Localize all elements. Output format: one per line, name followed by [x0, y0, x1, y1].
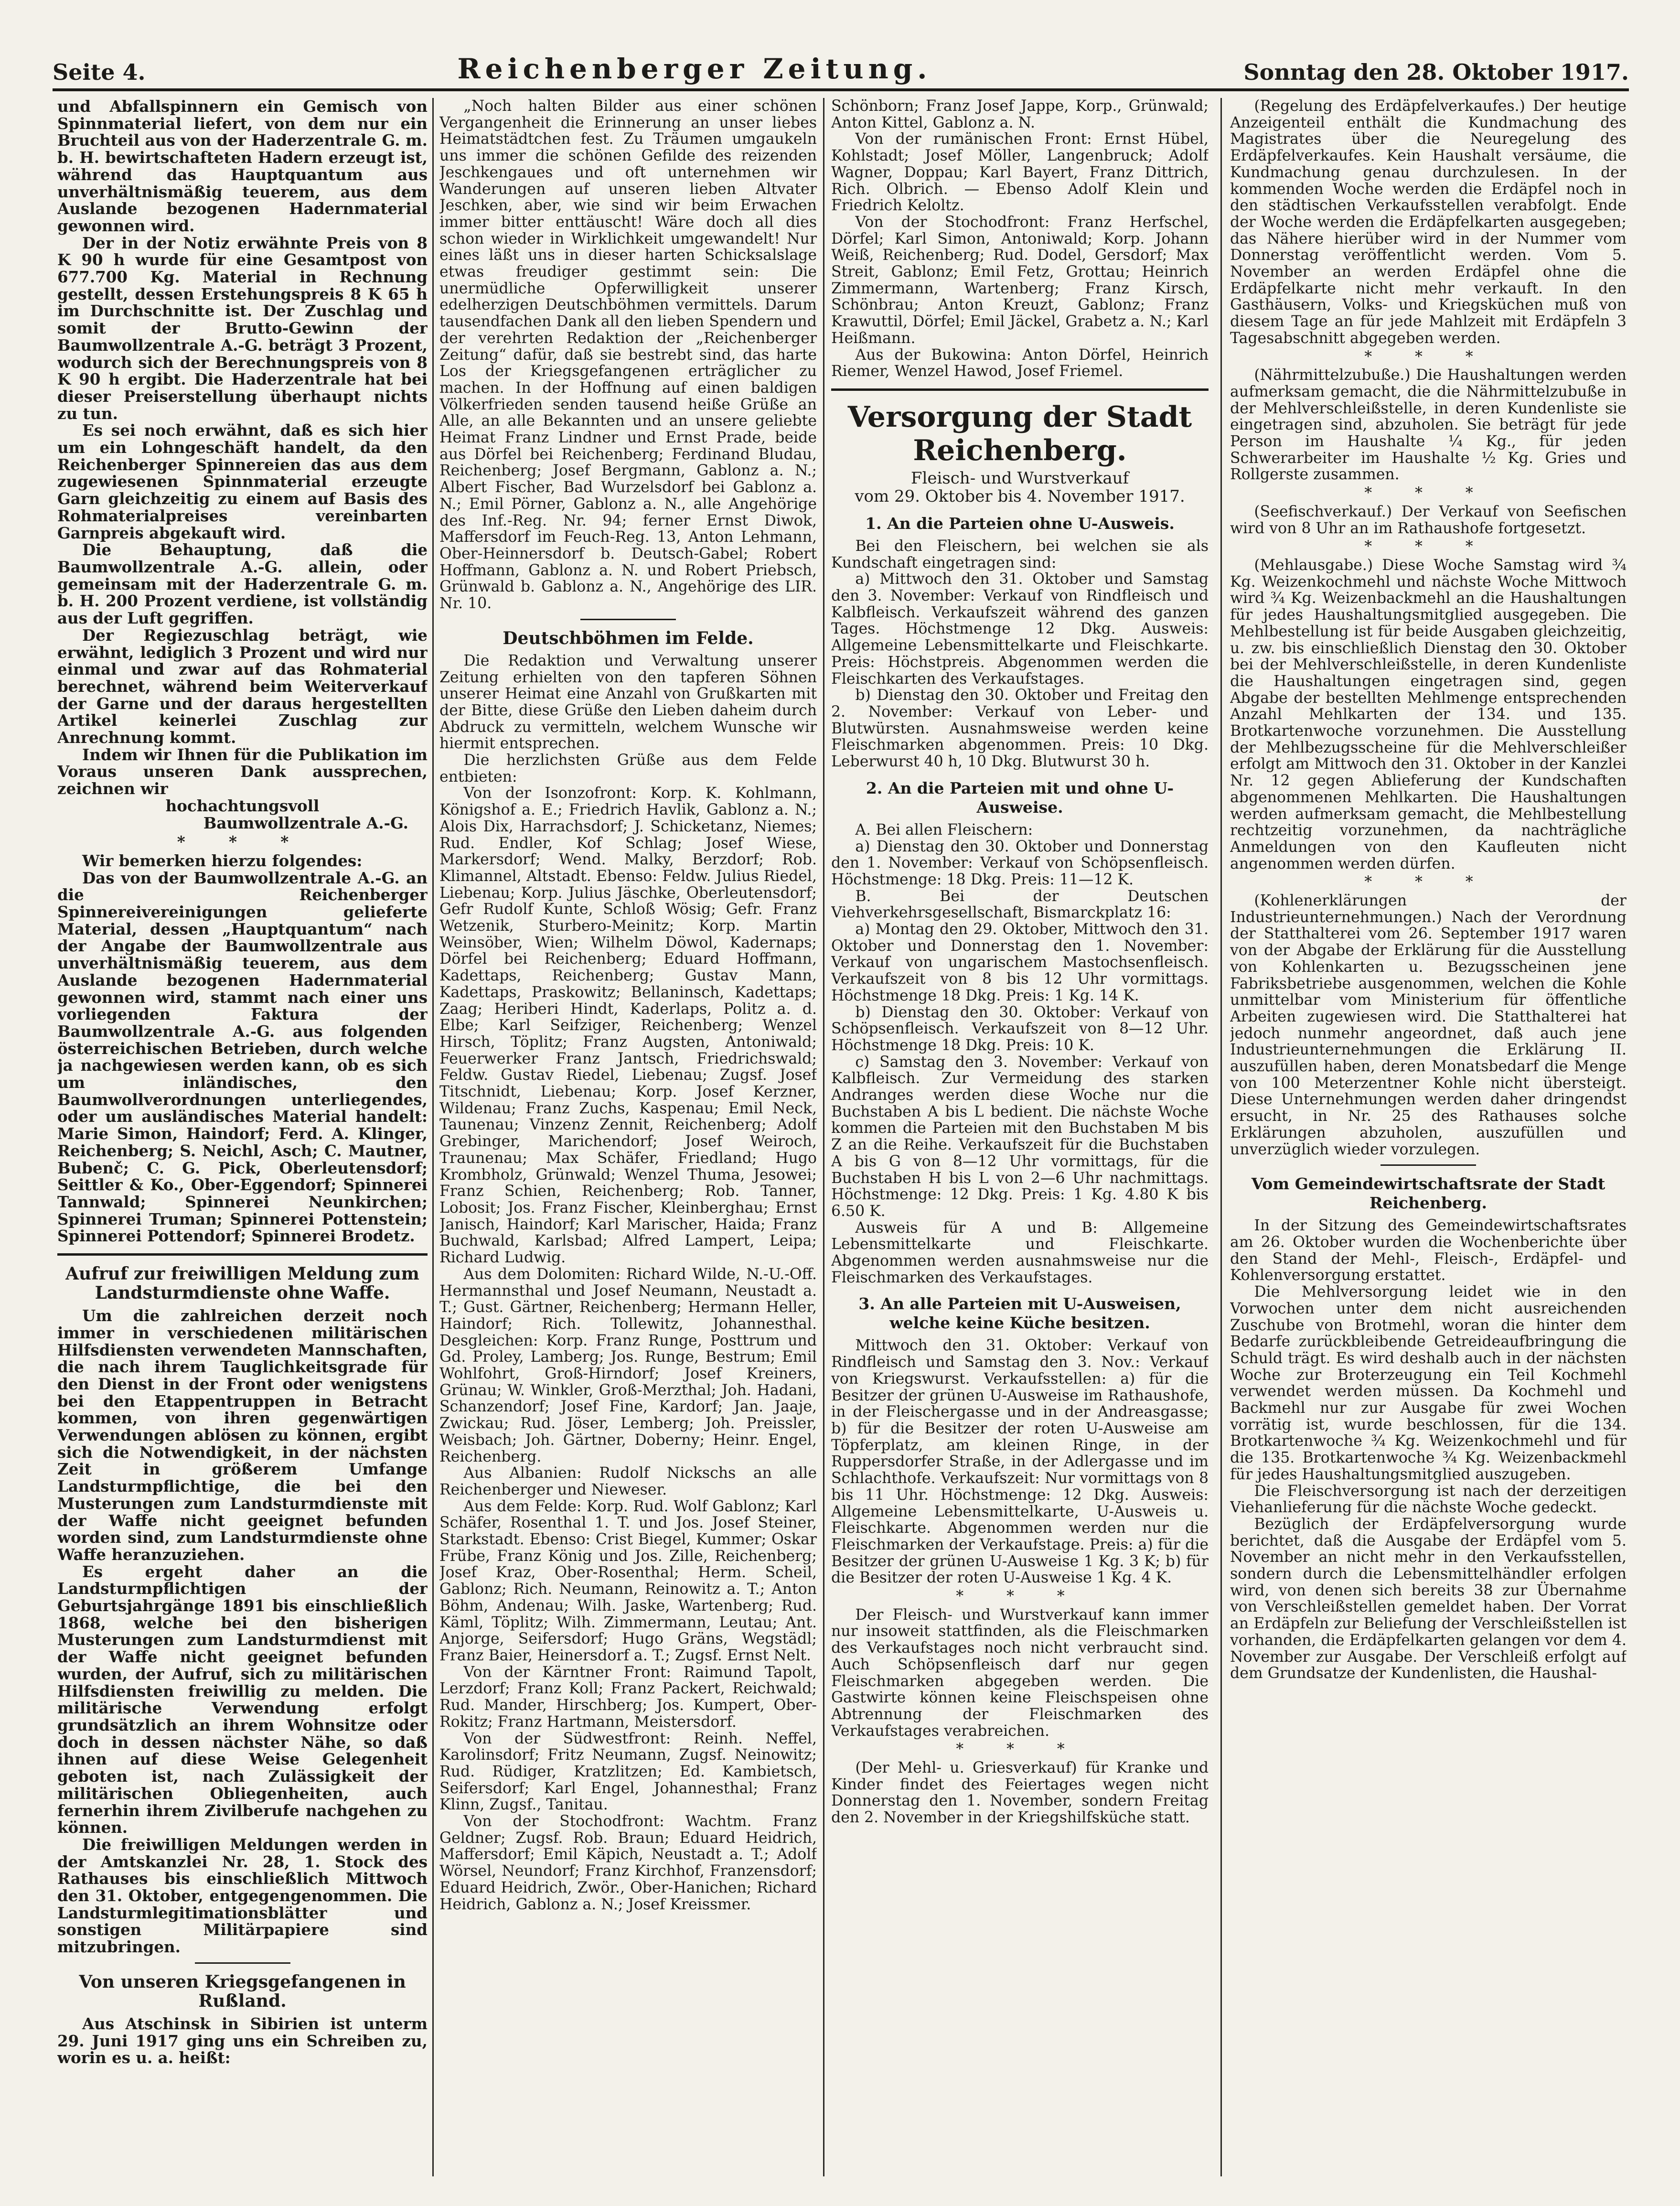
subsection-heading: 3. An alle Parteien mit U-Ausweisen, welche keine Küche besitzen. — [858, 1294, 1181, 1333]
paragraph: Die Redaktion und Verwaltung unserer Zeitung erhielten von den tapferen Söhnen unserer Heimat eine Anzahl von Grußkarten mit der Bitte, diese Grüße den Lieben daheim durch Abdruck zu vermitteln, welchem Wunsche wir hiermit entsprechen. — [439, 652, 817, 753]
section-stars: * * * — [1364, 873, 1492, 891]
section-rule — [1380, 1164, 1476, 1166]
paragraph: Von der Isonzofront: Korp. K. Kohlmann, Königshof a. E.; Friedrich Havlik, Gablonz a. N.; Alois Dix, Harrachsdorf; J. Schicketanz, Niemes; Rud. Endler, Kof Schlag; Josef Wiese, Markersdorf; Wend. Malky, Berzdorf; Rob. Klimannel, Altstadt. Ebenso: Feldw. Julius Riedel, Liebenau; Korp. Julius Jäschke, Oberleutensdorf; Gefr Rudolf Kunte, Schloß Wösig; Gefr. Franz Wetzenik, Sturbero-Meinitz; Korp. Martin Weinsöber, Wien; Wilhelm Döwol, Kadernaps; Dörfel bei Reichenberg; Eduard Hoffmann, Kadettaps, Reichenberg; Gustav Mann, Kadettaps, Praskowitz; Bellaninsch, Kadettaps; Zaag; Heriberi Hindt, Kaderlaps, Politz a. d. Elbe; Karl Seifziger, Reichenberg; Wenzel Hirsch, Töplitz; Franz Augsten, Antoniwald; Feuerwerker Franz Jantsch, Friedrichswald; Feldw. Gustav Riedel, Liebenau; Zugsf. Josef Titschnidt, Liebenau; Korp. Josef Kerzner, Wildenau; Franz Zuchs, Kaspenau; Emil Neck, Taunenau; Vinzenz Zennit, Reichenberg; Adolf Grebinger, Marichendorf; Josef Weiroch, Traunenau; Max Schäfer, Friedland; Hugo Krombholz, Grünwald; Wenzel Thuma, Jesowei; Franz Schien, Reichenberg; Rob. Tanner, Lobosit; Jos. Franz Fischer, Kleinberghau; Ernst Janisch, Haindorf; Karl Marischer, Haida; Franz Buchwald, Karlsbad; Alfred Lampert, Leipa; Richard Ludwig. — [439, 785, 817, 1267]
paragraph: Der Fleisch- und Wurstverkauf kann immer nur insoweit stattfinden, als die Fleischmarken des Verkaufstages noch nicht verbraucht sind. Auch Schöpsenfleisch darf nur gegen Fleischmarken abgegeben werden. Die Gastwirte können keine Fleischspeisen ohne Abtrennung der Fleischmarken des Verkaufstages verabreichen. — [831, 1606, 1209, 1740]
section-rule — [580, 619, 676, 620]
paragraph: (Seefischverkauf.) Der Verkauf von Seefischen wird von 8 Uhr an im Rathaushofe fortgesetzt. — [1230, 503, 1626, 537]
section-rule — [195, 1962, 290, 1964]
paragraph: (Mehlausgabe.) Diese Woche Samstag wird ¾ Kg. Weizenkochmehl und nächste Woche Mittwoch wird ¾ Kg. Weizenbackmehl an die Haushaltungen für jedes Haushaltungsmitglied ausgegeben. Die Mehlbestellung ist für beide Ausgaben gleichzeitig, u. zw. bis einschließlich Dienstag den 30. Oktober bei der Mehlverschleißstelle, in deren Kundenliste die Haushaltungen eingetragen sind, gegen Abgabe der bestellten Mehlmenge entsprechenden Anzahl Mehlkarten der 134. und 135. Brotkartenwoche vorzunehmen. Die Ausstellung der Mehlbezugsscheine für die Mehlverschleißer erfolgt am Mittwoch den 31. Oktober in der Kanzlei Nr. 12 gegen Ablieferung der Kundschaften abgenommenen Mehlkarten. Die Haushaltungen werden aufmerksam gemacht, die Mehlbestellung rechtzeitig vorzunehmen, da nachträgliche Anmeldungen von den Kaufleuten nicht angenommen werden dürfen. — [1230, 556, 1626, 872]
paragraph: Aus dem Dolomiten: Richard Wilde, N.-U.-Off. Hermannsthal und Josef Neumann, Neustadt a. T.; Gust. Gärtner, Reichenberg; Hermann Heller, Haindorf; Rich. Tollewitz, Johannesthal. Desgleichen: Korp. Franz Runge, Posttrum und Gd. Proley, Lamberg; Jos. Runge, Bestrum; Emil Wohlfohrt, Groß-Hirndorf; Josef Kreiners, Grünau; W. Winkler, Groß-Merzthal; Joh. Hadani, Schanzendorf; Josef Fine, Kardorf; Jan. Jaaje, Zwickau; Rud. Jöser, Lemberg; Joh. Preissler, Weisbach; Joh. Gärtner, Doberny; Heinr. Engel, Reichenberg. — [439, 1265, 817, 1465]
paragraph: Mittwoch den 31. Oktober: Verkauf von Rindfleisch und Samstag den 3. Nov.: Verkauf von Kriegswurst. Verkaufsstellen: a) für die Besitzer der grünen U-Ausweise im Rathaushofe, in der Fleischergasse und in der Andreasgasse; b) für die Besitzer der roten U-Ausweise am Töpferplatz, am kleinen Ringe, in der Ruppersdorfer Straße, in der Adlergasse und im Schlachthofe. Verkaufszeit: Nur vormittags von 8 bis 11 Uhr. Höchstmenge: 12 Dkg. Ausweis: Allgemeine Lebensmittelkarte, U-Ausweis u. Fleischkarte. Abgenommen werden nur die Fleischmarken der Verkaufstage. Preis: a) für die Besitzer der grünen U-Ausweise 1 Kg. 3 K; b) für die Besitzer der roten U-Ausweise 1 Kg. 4 K. — [831, 1337, 1209, 1587]
subsection-heading: 1. An die Parteien ohne U-Ausweis. — [865, 514, 1175, 533]
paragraph: Wir bemerken hierzu folgendes: — [82, 851, 363, 870]
section-rule — [831, 388, 1209, 391]
paragraph: a) Montag den 29. Oktober, Mittwoch den 31. Oktober und Donnerstag den 1. November: Verkauf von ungarischem Mastochsenfleisch. Verkaufszeit von 8 bis 12 Uhr vormittags. Höchstmenge 18 Dkg. Preis: 1 Kg. 14 K. — [831, 921, 1209, 1004]
column-divider — [823, 98, 824, 2176]
paragraph: „Noch halten Bilder aus einer schönen Vergangenheit die Erinnerung an unser liebes Heimatstädtchen fest. Zu Träumen umgaukeln uns immer die schönen Gefilde des reizenden Jeschkengaues und oft unternehmen wir Wanderungen auf unseren lieben Altvater Jeschken, aber, wie sind wir beim Erwachen immer bitter enttäuscht! Wäre doch all dies schon wieder in Wirklichkeit umgewandelt! Nur eines läßt uns in dieser harten Schicksalslage etwas freudiger gestimmt sein: Die unermüdliche Opferwilligkeit unserer edelherzigen Deutschböhmen vermittels. Darum tausendfachen Dank all den lieben Spendern und der verehrten Redaktion der „Reichenberger Zeitung“ dafür, daß sie bestrebt sind, das harte Los der Kriegsgefangenen erträglicher zu machen. In der Hoffnung auf einen baldigen Völkerfrieden senden tausend heiße Grüße an Alle, an alle Bekannten und an unsere geliebte Heimat Franz Lindner und Ernst Prade, beide aus Dörfel bei Reichenberg; Ferdinand Bludau, Reichenberg; Josef Bergmann, Gablonz a. N.; Albert Fischer, Bad Wurzelsdorf bei Gablonz a. N.; Emil Pörner, Gablonz a. N., alle Angehörige des Inf.-Reg. Nr. 94; ferner Ernst Diwok, Maffersdorf im Feuch-Reg. 13, Anton Lehmann, Ober-Heinnersdorf b. Deutsch-Gabel; Robert Hoffmann, Gablonz a. N. und Robert Priebsch, Grünwald b. Gablonz a. N., Angehörige des LIR. Nr. 10. — [439, 98, 817, 613]
header-rule — [53, 88, 1629, 91]
section-stars: * * * — [1364, 538, 1492, 556]
section-stars: * * * — [956, 1741, 1084, 1758]
paragraph: Indem wir Ihnen für die Publikation im Voraus unseren Dank aussprechen, zeichnen wir — [57, 745, 428, 798]
section-stars: * * * — [177, 832, 308, 851]
paragraph: c) Samstag den 3. November: Verkauf von Kalbfleisch. Zur Vermeidung des starken Andranges werden diese Woche nur die Buchstaben A bis L bedient. Die nächste Woche kommen die Parteien mit den Buchstaben M bis Z an die Reihe. Verkaufszeit für die Buchstaben A bis G von 8—12 Uhr vormittags, für die Buchstaben H bis L von 2—6 Uhr nachmittags. Höchstmenge: 12 Dkg. Preis: 1 Kg. 4.80 K bis 6.50 K. — [831, 1053, 1209, 1220]
article-headline: Deutschböhmen im Felde. — [503, 628, 754, 648]
column-divider — [1220, 98, 1222, 2176]
paragraph: Bei den Fleischern, bei welchen sie als Kundschaft eingetragen sind: — [831, 537, 1209, 571]
closing-line: hochachtungsvoll — [165, 796, 320, 815]
paragraph: Das von der Baumwollzentrale A.-G. an die Reichenberger Spinnereivereinigungen gelieferte Material, dessen „Hauptquantum“ nach der Angabe der Baumwollzentrale aus unverhältnismäßig teuerem, aus dem Auslande bezogenen Hadernmaterial gewonnen wird, stammt nach einer uns vorliegenden Faktura der Baumwollzentrale A.-G. aus folgenden österreichischen Betrieben, durch welche ja nachgewiesen werden kann, ob es sich um inländisches, den Baumwollverordnungen unterliegendes, oder um ausländisches Material handelt: Marie Simon, Haindorf; Ferd. A. Klinger, Reichenberg; S. Neichl, Asch; C. Mautner, Bubenč; C. G. Pick, Oberleutensdorf; Seittler & Ko., Ober-Eggendorf; Spinnerei Tannwald; Spinnerei Neunkirchen; Spinnerei Truman; Spinnerei Pottenstein; Spinnerei Pottendorf; Spinnerei Brodetz. — [57, 868, 428, 1246]
paragraph: Von der Stochodfront: Franz Herfschel, Dörfel; Karl Simon, Antoniwald; Korp. Johann Weiß, Reichenberg; Rud. Dodel, Gersdorf; Max Streit, Gablonz; Emil Fetz, Grottau; Heinrich Zimmermann, Wartenberg; Franz Kirsch, Schönbrau; Anton Kreuzt, Gablonz; Franz Krawuttil, Dörfel; Emil Jäckel, Grabetz a. N.; Karl Heißmann. — [831, 213, 1209, 347]
paragraph: Es sei noch erwähnt, daß es sich hier um ein Lohngeschäft handelt, da den Reichenberger Spinnereien das aus dem zugewiesenen Spinnmaterial erzeugte Garn gleichzeitig zu einem auf Basis des Rohmaterialpreises vereinbarten Garnpreis abgekauft wird. — [57, 421, 428, 542]
paragraph: A. Bei allen Fleischern: — [855, 821, 1033, 839]
paragraph: Bezüglich der Erdäpfelversorgung wurde berichtet, daß die Ausgabe der Erdäpfel vom 5. November an nicht mehr in den Verkaufsstellen, sondern durch die Lebensmittelhändler erfolgen wird, von denen sich bereits 38 zur Übernahme von Verschleißstellen gemeldet haben. Der Vorrat an Erdäpfeln zur Beliefung der Verschleißstellen ist vorhanden, die Erdäpfelkarten gelangen vor dem 4. November zur Ausgabe. Der Verschleiß erfolgt auf dem Grundsatze der Kundenlisten, die Haushal- — [1230, 1515, 1626, 1682]
article-headline: Aufruf zur freiwilligen Meldung zum Landsturmdienste ohne Waffe. — [65, 1264, 419, 1303]
subsection-heading: 2. An die Parteien mit und ohne U-Ausweise. — [866, 778, 1174, 817]
page-header — [53, 42, 1629, 85]
paragraph: Der Regiezuschlag beträgt, wie erwähnt, lediglich 3 Prozent und wird nur einmal und zwar auf das Rohmaterial berechnet, während beim Weiterverkauf der Garne und der daraus hergestellten Artikel keinerlei Zuschlag zur Anrechnung kommt. — [57, 625, 428, 747]
paragraph: Von der Kärntner Front: Raimund Tapolt, Lerzdorf; Franz Koll; Franz Packert, Reichwald; Rud. Mander, Hirschberg; Jos. Kumpert, Ober-Rokitz; Franz Hartmann, Meistersdorf. — [439, 1663, 817, 1731]
page-number: Seite 4. — [53, 59, 146, 85]
issue-date: Sonntag den 28. Oktober 1917. — [1243, 59, 1629, 85]
paragraph: Von der Stochodfront: Wachtm. Franz Geldner; Zugsf. Rob. Braun; Eduard Heidrich, Maffersdorf; Emil Käpich, Neustadt a. T.; Adolf Wörsel, Neundorf; Franz Kirchhof, Franzensdorf; Eduard Heidrich, Zwör., Ober-Hanichen; Richard Heidrich, Gablonz a. N.; Josef Kreissmer. — [439, 1813, 817, 1913]
paragraph: Aus Albanien: Rudolf Nickschs an alle Reichenberger und Nieweser. — [439, 1464, 817, 1498]
column-2 — [439, 98, 817, 2176]
paragraph: b) Dienstag den 30. Oktober und Freitag den 2. November: Verkauf von Leber- und Blutwürsten. Ausnahmsweise werden keine Fleischmarken abgenommen. Preis: 10 Dkg. Leberwurst 40 h, 10 Dkg. Blutwurst 30 h. — [831, 687, 1209, 771]
section-stars: * * * — [1364, 348, 1492, 366]
paragraph: Aus der Bukowina: Anton Dörfel, Heinrich Riemer, Wenzel Hawod, Josef Friemel. — [831, 346, 1209, 380]
paragraph: Aus Atschinsk in Sibirien ist unterm 29. Juni 1917 ging uns ein Schreiben zu, worin es u. a. heißt: — [57, 2014, 428, 2067]
section-stars: * * * — [1364, 484, 1492, 502]
paragraph: Schönborn; Franz Josef Jappe, Korp., Grünwald; Anton Kittel, Gablonz a. N. — [831, 98, 1209, 131]
paragraph: In der Sitzung des Gemeindewirtschaftsrates am 26. Oktober wurden die Wochenberichte über den Stand der Mehl-, Fleisch-, Erdäpfel- und Kohlenversorgung erstattet. — [1230, 1217, 1626, 1284]
paragraph: Die freiwilligen Meldungen werden in der Amtskanzlei Nr. 28, 1. Stock des Rathauses bis einschließlich Mittwoch den 31. Oktober, entgegengenommen. Die Landsturmlegitimationsblätter und sonstigen Militärpapiere sind mitzubringen. — [57, 1835, 428, 1957]
paragraph: a) Mittwoch den 31. Oktober und Samstag den 3. November: Verkauf von Rindfleisch und Kalbfleisch. Verkaufszeit während des ganzen Tages. Höchstmenge 12 Dkg. Ausweis: Allgemeine Lebensmittelkarte und Fleischkarte. Preis: Höchstpreis. Abgenommen werden die Fleischkarten des Verkaufstages. — [831, 570, 1209, 688]
paragraph: (Der Mehl- u. Griesverkauf) für Kranke und Kinder findet des Feiertages wegen nicht Donnerstag den 1. November, sondern Freitag den 2. November in der Kriegshilfsküche statt. — [831, 1759, 1209, 1827]
paragraph: Von der Südwestfront: Reinh. Neffel, Karolinsdorf; Fritz Neumann, Zugsf. Neinowitz; Rud. Rüdiger, Kratzlitzen; Ed. Kambietsch, Seifersdorf; Karl Engel, Johannesthal; Franz Klinn, Zugsf., Tanitau. — [439, 1730, 817, 1814]
section-headline: Versorgung der Stadt Reichenberg. — [847, 400, 1192, 467]
paragraph: B. Bei der Deutschen Viehverkehrsgesellschaft, Bismarckplatz 16: — [831, 887, 1209, 922]
paragraph: (Nährmittelzubuße.) Die Haushaltungen werden aufmerksam gemacht, die die Nährmittelzubuße in der Mehlverschleißstelle, in deren Kundenliste sie eingetragen sind, abzuholen. Sie beträgt für jede Person im Haushalte ¼ Kg., für jeden Schwerarbeiter im Haushalte ½ Kg. Gries und Rollgerste zusammen. — [1230, 366, 1626, 484]
subheadline: vom 29. Oktober bis 4. November 1917. — [855, 486, 1185, 506]
column-divider — [432, 98, 434, 2176]
paragraph: Ausweis für A und B: Allgemeine Lebensmittelkarte und Fleischkarte. Abgenommen werden ausnahmsweise nur die Fleischmarken des Verkaufstages. — [831, 1219, 1209, 1286]
subheadline: Fleisch- und Wurstverkauf — [910, 468, 1129, 488]
column-4 — [1230, 98, 1626, 2176]
paragraph: Der in der Notiz erwähnte Preis von 8 K 90 h wurde für eine Gesamtpost von 677.700 Kg. Material in Rechnung gestellt, dessen Erstehungspreis 8 K 65 h im Durchschnitte ist. Der Zuschlag und somit der Brutto-Gewinn der Baumwollzentrale A.-G. beträgt 3 Prozent, wodurch sich der Berechnungspreis von 8 K 90 h ergibt. Die Haderzentrale hat bei dieser Preiserstellung überhaupt nichts zu tun. — [57, 233, 428, 423]
paragraph: Die Mehlversorgung leidet wie in den Vorwochen unter dem nicht ausreichenden Zuschube von Brotmehl, woran die hinter dem Bedarfe zurückbleibende Getreideaufbringung die Schuld trägt. Es wird deshalb auch in der nächsten Woche zur Broterzeugung ein Teil Kochmehl verwendet werden müssen. Da Kochmehl und Backmehl nur zur Ausgabe für zwei Wochen vorrätig ist, wurde beschlossen, für die 134. Brotkartenwoche ¾ Kg. Weizenkochmehl und für die 135. Brotkartenwoche ¾ Kg. Weizenbackmehl für jedes Haushaltungsmitglied auszugeben. — [1230, 1283, 1626, 1483]
section-stars: * * * — [956, 1588, 1084, 1605]
article-headline: Von unseren Kriegsgefangenen in Rußland. — [79, 1971, 406, 2011]
newspaper-title: Reichenberger Zeitung. — [457, 53, 932, 85]
paragraph: (Regelung des Erdäpfelverkaufes.) Der heutige Anzeigenteil enthält die Kundmachung des Magistrates über die Neuregelung des Erdäpfelverkaufes. Kein Haushalt versäume, die Kundmachung genau durchzulesen. In der kommenden Woche werden die Erdäpfel noch in den städtischen Verkaufsstellen verabfolgt. Ende der Woche werden die Erdäpfelkarten ausgegeben; das Nähere hierüber wird in der Nummer vom Donnerstag veröffentlicht werden. Vom 5. November an werden Erdäpfel ohne die Erdäpfelkarte nicht mehr verkauft. In den Gasthäusern, Volks- und Kriegsküchen muß von diesem Tage an für jede Mahlzeit mit Erdäpfeln 3 Tagesabschnitt abgegeben werden. — [1230, 98, 1626, 347]
signature: Baumwollzentrale A.-G. — [203, 813, 408, 832]
paragraph: a) Dienstag den 30. Oktober und Donnerstag den 1. November: Verkauf von Schöpsenfleisch. Höchstmenge: 18 Dkg. Preis: 11—12 K. — [831, 838, 1209, 888]
paragraph: und Abfallspinnern ein Gemisch von Spinnmaterial liefert, von dem nur ein Bruchteil aus von der Haderzentrale G. m. b. H. bewirtschafteten Hadern erzeugt ist, während das Hauptquantum aus unverhältnismäßig teuerem, aus dem Auslande bezogenen Hadernmaterial gewonnen wird. — [57, 98, 428, 235]
paragraph: Aus dem Felde: Korp. Rud. Wolf Gablonz; Karl Schäfer, Rosenthal 1. T. und Jos. Josef Steiner, Starkstadt. Ebenso: Crist Biegel, Kummer; Oskar Frübe, Franz König und Jos. Zille, Reichenberg; Josef Kraz, Ober-Rosenthal; Herm. Scheil, Gablonz; Rich. Neumann, Reinowitz a. T.; Anton Böhm, Andenau; Wilh. Jaske, Wartenberg; Rud. Käml, Töplitz; Wilh. Zimmermann, Leutau; Ant. Anjorge, Seifersdorf; Hugo Gräns, Wegstädl; Franz Baier, Heinersdorf a. T.; Zugsf. Ernst Nelt. — [439, 1497, 817, 1664]
paragraph: (Kohlenerklärungen der Industrieunternehmungen.) Nach der Verordnung der Statthalterei vom 26. September 1917 waren von der Abgabe der Erklärung für die Ausstellung von Kohlenkarten u. Bezugsscheinen jene Fabriksbetriebe ausgenommen, welchen die Kohle unmittelbar vom Ministerium für öffentliche Arbeiten zugewiesen wird. Die Statthalterei hat jedoch nunmehr angeordnet, daß auch jene Industrieunternehmungen die Erklärung II. auszufüllen haben, deren Monatsbedarf die Menge von 100 Meterzentner Kohle nicht übersteigt. Diese Unternehmungen werden daher dringendst ersucht, in Nr. 25 des Rathauses solche Erklärungen abzuholen, auszufüllen und unverzüglich wieder vorzulegen. — [1230, 892, 1626, 1158]
column-3 — [831, 98, 1209, 2176]
paragraph: Die herzlichsten Grüße aus dem Felde entbieten: — [439, 752, 817, 786]
column-1 — [57, 98, 428, 2176]
article-headline: Vom Gemeindewirtschaftsrate der Stadt Reichenberg. — [1251, 1174, 1605, 1213]
paragraph: Es ergeht daher an die Landsturmpflichtigen der Geburtsjahrgänge 1891 bis einschließlich 1868, welche bei den bisherigen Musterungen zum Landsturmdienst mit der Waffe nicht geeignet befunden wurden, der Aufruf, sich zu militärischen Hilfsdiensten freiwillig zu melden. Die militärische Verwendung erfolgt grundsätzlich an ihrem Wohnsitze oder doch in dessen nächster Nähe, so daß ihnen auf diese Weise Gelegenheit geboten ist, nach Zulässigkeit der militärischen Obliegenheiten, auch fernerhin ihrem Zivilberufe nachgehen zu können. — [57, 1562, 428, 1837]
paragraph: Von der rumänischen Front: Ernst Hübel, Kohlstadt; Josef Möller, Langenbruck; Adolf Wagner, Doppau; Karl Bayert, Franz Dittrich, Rich. Olbrich. — Ebenso Adolf Klein und Friedrich Keloltz. — [831, 130, 1209, 215]
paragraph: Die Fleischversorgung ist nach der derzeitigen Viehanlieferung für die nächste Woche gedeckt. — [1230, 1482, 1626, 1517]
paragraph: Die Behauptung, daß die Baumwollzentrale A.-G. allein, oder gemeinsam mit der Haderzentrale G. m. b. H. 200 Prozent verdiene, ist vollständig aus der Luft gegriffen. — [57, 540, 428, 628]
section-rule — [57, 1253, 428, 1256]
paragraph: b) Dienstag den 30. Oktober: Verkauf von Schöpsenfleisch. Verkaufszeit von 8—12 Uhr. Höchstmenge 18 Dkg. Preis: 10 K. — [831, 1003, 1209, 1054]
paragraph: Um die zahlreichen derzeit noch immer in verschiedenen militärischen Hilfsdiensten verwendeten Mannschaften, die nach ihrem Tauglichkeitsgrade für den Dienst in der Front oder wenigstens bei den Etappentruppen in Betracht kommen, von ihren gegenwärtigen Verwendungen ablösen zu können, ergibt sich die Notwendigkeit, in der nächsten Zeit in größerem Umfange Landsturmpflichtige, die bei den Musterungen zum Landsturmdienste mit der Waffe nicht geeignet befunden worden sind, zum Landsturmdienste ohne Waffe heranzuziehen. — [57, 1306, 428, 1564]
